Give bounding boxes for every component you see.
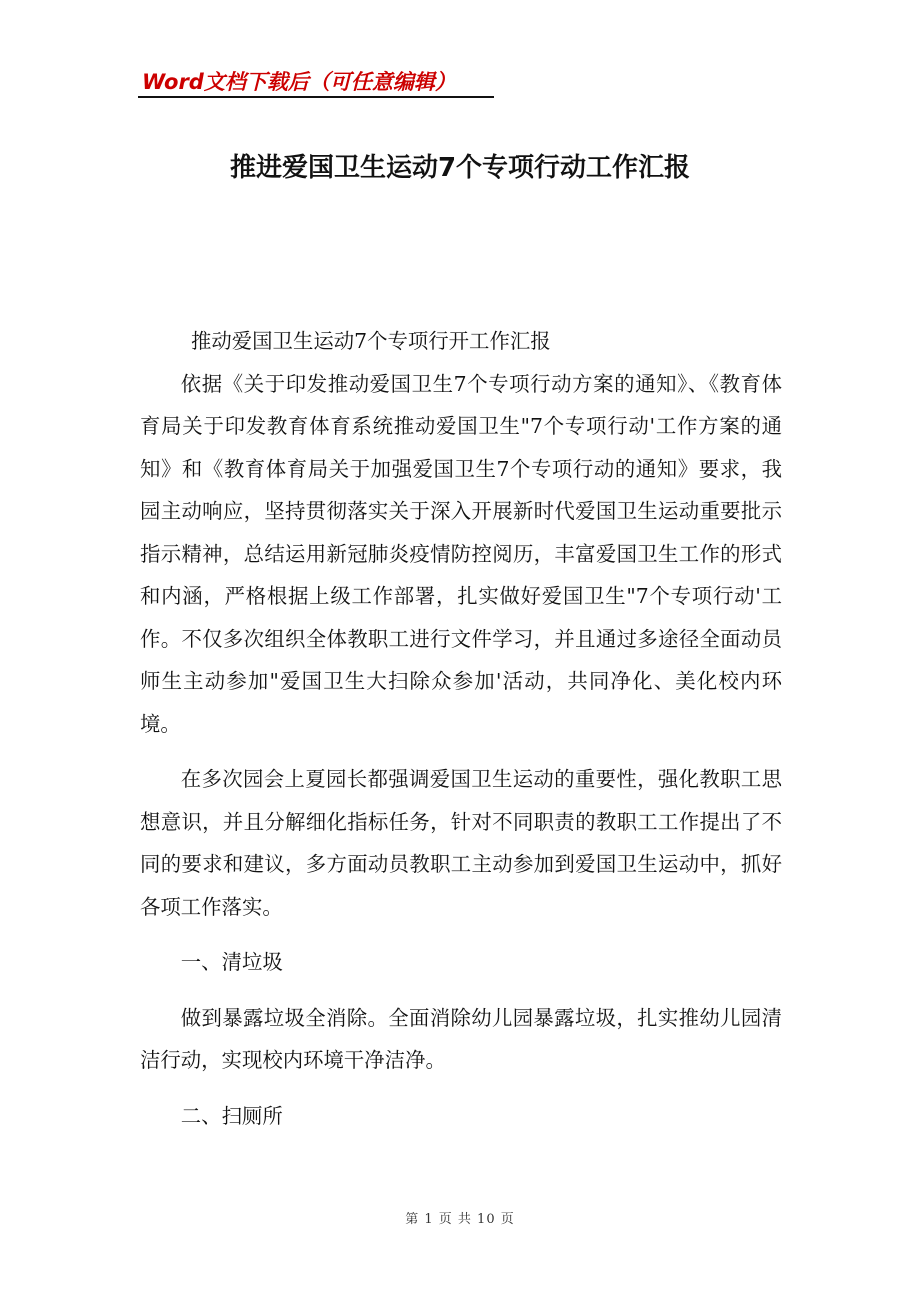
paragraph: 依据《关于印发推动爱国卫生7个专项行动方案的通知》、《教育体育局关于印发教育体育系统推动爱国卫生"7个专项行动'工作方案的通知》和《教育体育局关于加强爱国卫生7个专项行动的通知》要求，我园主动响应，坚持贯彻落实关于深入开展新时代爱国卫生运动重要批示指示精神，总结运用新冠肺炎疫情防控阅历，丰富爱国卫生工作的形式和内涵，严格根据上级工作部署，扎实做好爱国卫生"7个专项行动'工作。不仅多次组织全体教职工进行文件学习，并且通过多途径全面动员师生主动参加"爱国卫生大扫除众参加'活动，共同净化、美化校内环境。 — [140, 371, 782, 736]
section-heading: 二、扫厕所 — [180, 1103, 283, 1128]
paragraph: 在多次园会上夏园长都强调爱国卫生运动的重要性，强化教职工思想意识，并且分解细化指标任务，针对不同职责的教职工工作提出了不同的要求和建议，多方面动员教职工主动参加到爱国卫生运动中，抓好各项工作落实。 — [140, 767, 782, 919]
paragraph-subtitle: 推动爱国卫生运动7个专项行开工作汇报 — [191, 329, 551, 353]
paragraph: 做到暴露垃圾全消除。全面消除幼儿园暴露垃圾，扎实推幼儿园清洁行动，实现校内环境干净洁净。 — [140, 1005, 782, 1072]
document-body — [140, 320, 782, 1137]
header-banner — [138, 64, 494, 98]
document-title: 推进爱国卫生运动7个专项行动工作汇报 — [229, 153, 691, 183]
page-number: 第 1 页 共 10 页 — [405, 1212, 515, 1227]
section-heading: 一、清垃圾 — [180, 950, 283, 974]
header-banner-text: Word文档下载后（可任意编辑） — [142, 70, 456, 94]
